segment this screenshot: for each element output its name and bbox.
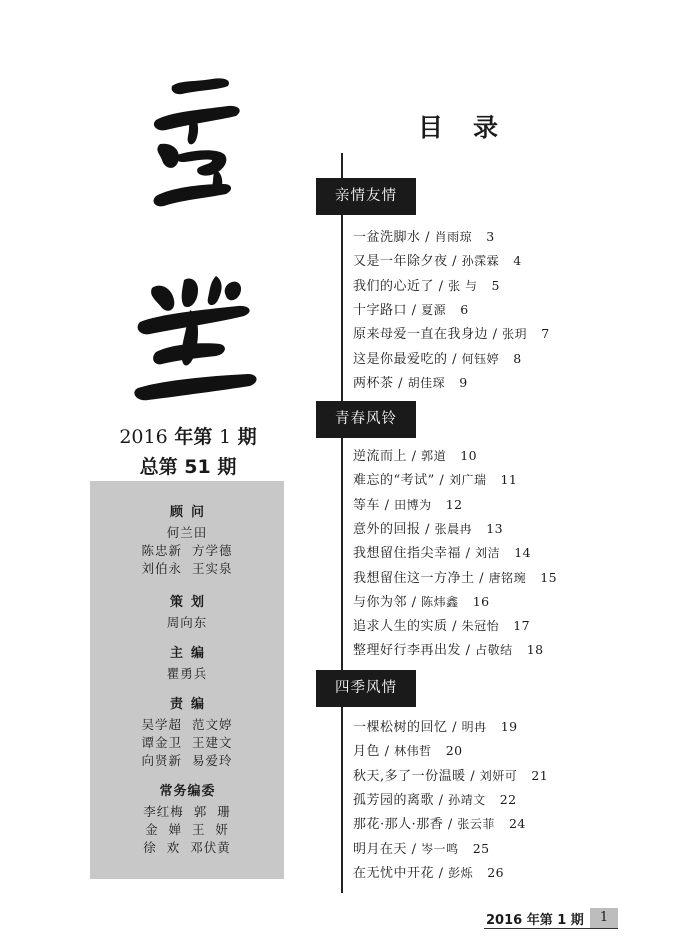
toc-entry-separator: / — [447, 254, 462, 269]
toc-entry[interactable] — [353, 567, 557, 586]
issue-number — [90, 422, 286, 449]
toc-entry-title: 孤芳园的离歌 — [353, 793, 435, 808]
toc-entry[interactable] — [353, 591, 490, 610]
toc-entry-title: 我想留住指尖幸福 — [353, 546, 462, 561]
toc-entry-page: 6 — [460, 302, 469, 317]
toc-entry-page: 25 — [472, 841, 490, 856]
toc-entry-separator: / — [420, 230, 435, 245]
toc-entry-page: 17 — [513, 618, 531, 633]
toc-section-label: 青春风铃 — [316, 401, 416, 438]
issue-year: 2016 — [119, 426, 168, 448]
toc-entry[interactable] — [353, 275, 500, 294]
toc-entry-separator: / — [380, 744, 395, 759]
toc-entry-separator: / — [434, 279, 449, 294]
footer-issue: 2016 年第 1 期 — [486, 913, 584, 928]
toc-entry[interactable] — [353, 299, 469, 318]
toc-entry[interactable] — [353, 494, 463, 513]
toc-entry-separator: / — [488, 327, 503, 342]
toc-entry-author: 孙靖文 — [448, 793, 486, 807]
toc-entry-separator: / — [443, 817, 458, 832]
staff-role-title: 常务编委 — [159, 784, 216, 799]
issue-total — [90, 452, 286, 479]
toc-vertical-rule — [341, 153, 343, 893]
toc-entry-separator: / — [434, 793, 449, 808]
toc-entry[interactable] — [353, 250, 522, 269]
toc-entry-author: 岑一鸣 — [421, 842, 459, 856]
issue-total-num: 51 — [184, 456, 211, 478]
staff-role-chief-editor — [90, 642, 284, 683]
toc-entry-author: 张 与 — [448, 279, 478, 293]
toc-entry-title: 我们的心近了 — [353, 279, 435, 294]
toc-entry[interactable] — [353, 372, 468, 391]
toc-entry-author: 彭烁 — [448, 866, 474, 880]
toc-entry[interactable] — [353, 862, 504, 881]
toc-entry[interactable] — [353, 789, 517, 808]
toc-entry-page: 24 — [508, 816, 526, 831]
issue-total-suffix: 期 — [210, 456, 237, 478]
toc-entry-separator: / — [447, 619, 462, 634]
toc-entry-separator: / — [461, 546, 476, 561]
toc-entry-title: 那花·那人·那香 — [353, 817, 444, 832]
issue-year-suffix: 年第 — [167, 426, 219, 448]
toc-entry-page: 3 — [486, 229, 495, 244]
toc-entry-separator: / — [461, 643, 476, 658]
toc-entry-page: 12 — [445, 497, 463, 512]
staff-role-title: 主编 — [169, 646, 212, 661]
staff-names: 徐 欢 邓伏黄 — [143, 840, 231, 855]
toc-entry-author: 郭道 — [421, 449, 447, 463]
toc-entry-page: 10 — [460, 448, 478, 463]
staff-names: 陈忠新 方学德 — [141, 543, 233, 558]
toc-entry-separator: / — [447, 352, 462, 367]
toc-entry-title: 十字路口 — [353, 303, 408, 318]
toc-entry-separator: / — [420, 522, 435, 537]
toc-entry-separator: / — [465, 769, 480, 784]
staff-role-planning — [90, 591, 284, 632]
toc-entry-page: 7 — [541, 326, 550, 341]
staff-names: 吴学超 范文婷 — [141, 717, 233, 732]
issue-total-prefix: 总第 — [139, 456, 185, 478]
toc-entry-title: 秋天,多了一份温暖 — [353, 769, 466, 784]
toc-entry-page: 5 — [491, 278, 500, 293]
toc-entry[interactable] — [353, 813, 526, 832]
staff-names: 向贤新 易爱玲 — [141, 753, 233, 768]
footer-page-number: 1 — [590, 908, 618, 928]
toc-entry-author: 何钰婷 — [461, 352, 500, 366]
toc-entry-title: 两杯茶 — [353, 376, 394, 391]
toc-entry-separator: / — [407, 595, 422, 610]
staff-names: 瞿勇兵 — [166, 666, 208, 681]
staff-role-title: 责编 — [169, 697, 212, 712]
toc-entry-title: 意外的回报 — [353, 522, 421, 537]
toc-entry-page: 26 — [487, 865, 505, 880]
toc-entry-title: 这是你最爱吃的 — [353, 352, 448, 367]
toc-entry[interactable] — [353, 542, 531, 561]
toc-entry-title: 逆流而上 — [353, 449, 408, 464]
toc-entry-separator: / — [393, 376, 408, 391]
toc-entry-title: 追求人生的实质 — [353, 619, 448, 634]
toc-entry-author: 林伟哲 — [394, 744, 432, 758]
toc-entry-title: 在无忧中开花 — [353, 866, 435, 881]
toc-entry[interactable] — [353, 226, 495, 245]
toc-entry-separator: / — [380, 498, 395, 513]
toc-entry-author: 刘妍可 — [479, 769, 518, 783]
toc-section-label: 亲情友情 — [316, 178, 416, 215]
toc-entry-title: 又是一年除夕夜 — [353, 254, 448, 269]
toc-entry[interactable] — [353, 716, 518, 735]
issue-num: 1 — [218, 426, 232, 448]
toc-title: 目录 — [418, 113, 529, 142]
toc-entry-title: 整理好行李再出发 — [353, 643, 462, 658]
toc-entry-title: 一盆洗脚水 — [353, 230, 421, 245]
toc-entry-separator: / — [407, 842, 422, 857]
toc-entry[interactable] — [353, 765, 548, 784]
toc-entry-page: 19 — [500, 719, 518, 734]
toc-entry[interactable] — [353, 639, 544, 658]
toc-entry-separator: / — [407, 303, 422, 318]
toc-entry[interactable] — [353, 838, 490, 857]
toc-entry-author: 唐铭琬 — [488, 571, 527, 585]
editorial-staff-box — [90, 481, 284, 879]
staff-names: 李红梅 郭 珊 — [143, 804, 231, 819]
toc-entry[interactable] — [353, 740, 463, 759]
toc-entry-page: 16 — [472, 594, 490, 609]
toc-entry[interactable] — [353, 469, 517, 488]
toc-entry-author: 刘洁 — [475, 546, 501, 560]
toc-entry-author: 张晨冉 — [434, 522, 473, 536]
toc-entry-separator: / — [447, 720, 462, 735]
toc-entry-title: 原来母爱一直在我身边 — [353, 327, 489, 342]
toc-entry-title: 月色 — [353, 744, 381, 759]
toc-entry-title: 与你为邻 — [353, 595, 408, 610]
toc-entry-separator: / — [434, 866, 449, 881]
toc-entry-author: 张玥 — [502, 327, 528, 341]
toc-entry-page: 20 — [445, 743, 463, 758]
toc-entry-title: 一棵松树的回忆 — [353, 720, 448, 735]
toc-entry-author: 占敬结 — [475, 643, 513, 657]
toc-entry-author: 刘广瑞 — [448, 473, 487, 487]
toc-entry-author: 胡佳琛 — [407, 376, 446, 390]
toc-entry-author: 夏源 — [421, 303, 447, 317]
toc-entry-page: 15 — [540, 570, 558, 585]
toc-entry-author: 陈炜鑫 — [421, 595, 459, 609]
toc-section-label: 四季风情 — [316, 670, 416, 707]
masthead-calligraphy-logo — [120, 70, 270, 415]
toc-entry-page: 14 — [514, 545, 532, 560]
toc-entry-separator: / — [474, 571, 489, 586]
staff-names: 刘伯永 王实泉 — [141, 561, 233, 576]
staff-names: 谭金卫 王建文 — [141, 735, 233, 750]
toc-entry[interactable] — [353, 445, 477, 464]
toc-entry-separator: / — [407, 449, 422, 464]
toc-entry-title: 难忘的“考试” — [353, 473, 435, 488]
toc-entry-page: 11 — [500, 472, 518, 487]
toc-entry[interactable] — [353, 518, 503, 537]
toc-entry-page: 4 — [513, 253, 522, 268]
toc-entry-page: 8 — [513, 351, 522, 366]
staff-names: 金 婵 王 妍 — [145, 822, 229, 837]
toc-entry-title: 等车 — [353, 498, 381, 513]
toc-entry-page: 9 — [459, 375, 468, 390]
toc-entry[interactable] — [353, 348, 522, 367]
staff-names: 何兰田 — [166, 525, 208, 540]
footer-rule — [484, 928, 618, 929]
staff-role-title: 策划 — [169, 595, 212, 610]
staff-names: 周向东 — [166, 615, 208, 630]
toc-entry[interactable] — [353, 615, 530, 634]
toc-entry-author: 肖雨琼 — [434, 230, 473, 244]
toc-entry-title: 明月在天 — [353, 842, 408, 857]
toc-entry-author: 明冉 — [461, 720, 487, 734]
toc-entry-author: 孙霂霖 — [461, 254, 500, 268]
toc-entry-page: 21 — [531, 768, 549, 783]
toc-entry-author: 朱冠怡 — [461, 619, 500, 633]
toc-entry-separator: / — [434, 473, 449, 488]
staff-role-editors — [90, 693, 284, 770]
toc-entry-title: 我想留住这一方净土 — [353, 571, 475, 586]
toc-entry-author: 田博为 — [394, 498, 432, 512]
toc-entry-author: 张云菲 — [457, 817, 495, 831]
staff-role-title: 顾问 — [169, 505, 212, 520]
staff-role-advisors — [90, 501, 284, 578]
toc-entry[interactable] — [353, 323, 550, 342]
toc-entry-page: 22 — [499, 792, 517, 807]
issue-num-suffix: 期 — [231, 426, 257, 448]
toc-entry-page: 13 — [486, 521, 504, 536]
toc-entry-page: 18 — [526, 642, 544, 657]
staff-role-executive-board — [90, 780, 284, 857]
